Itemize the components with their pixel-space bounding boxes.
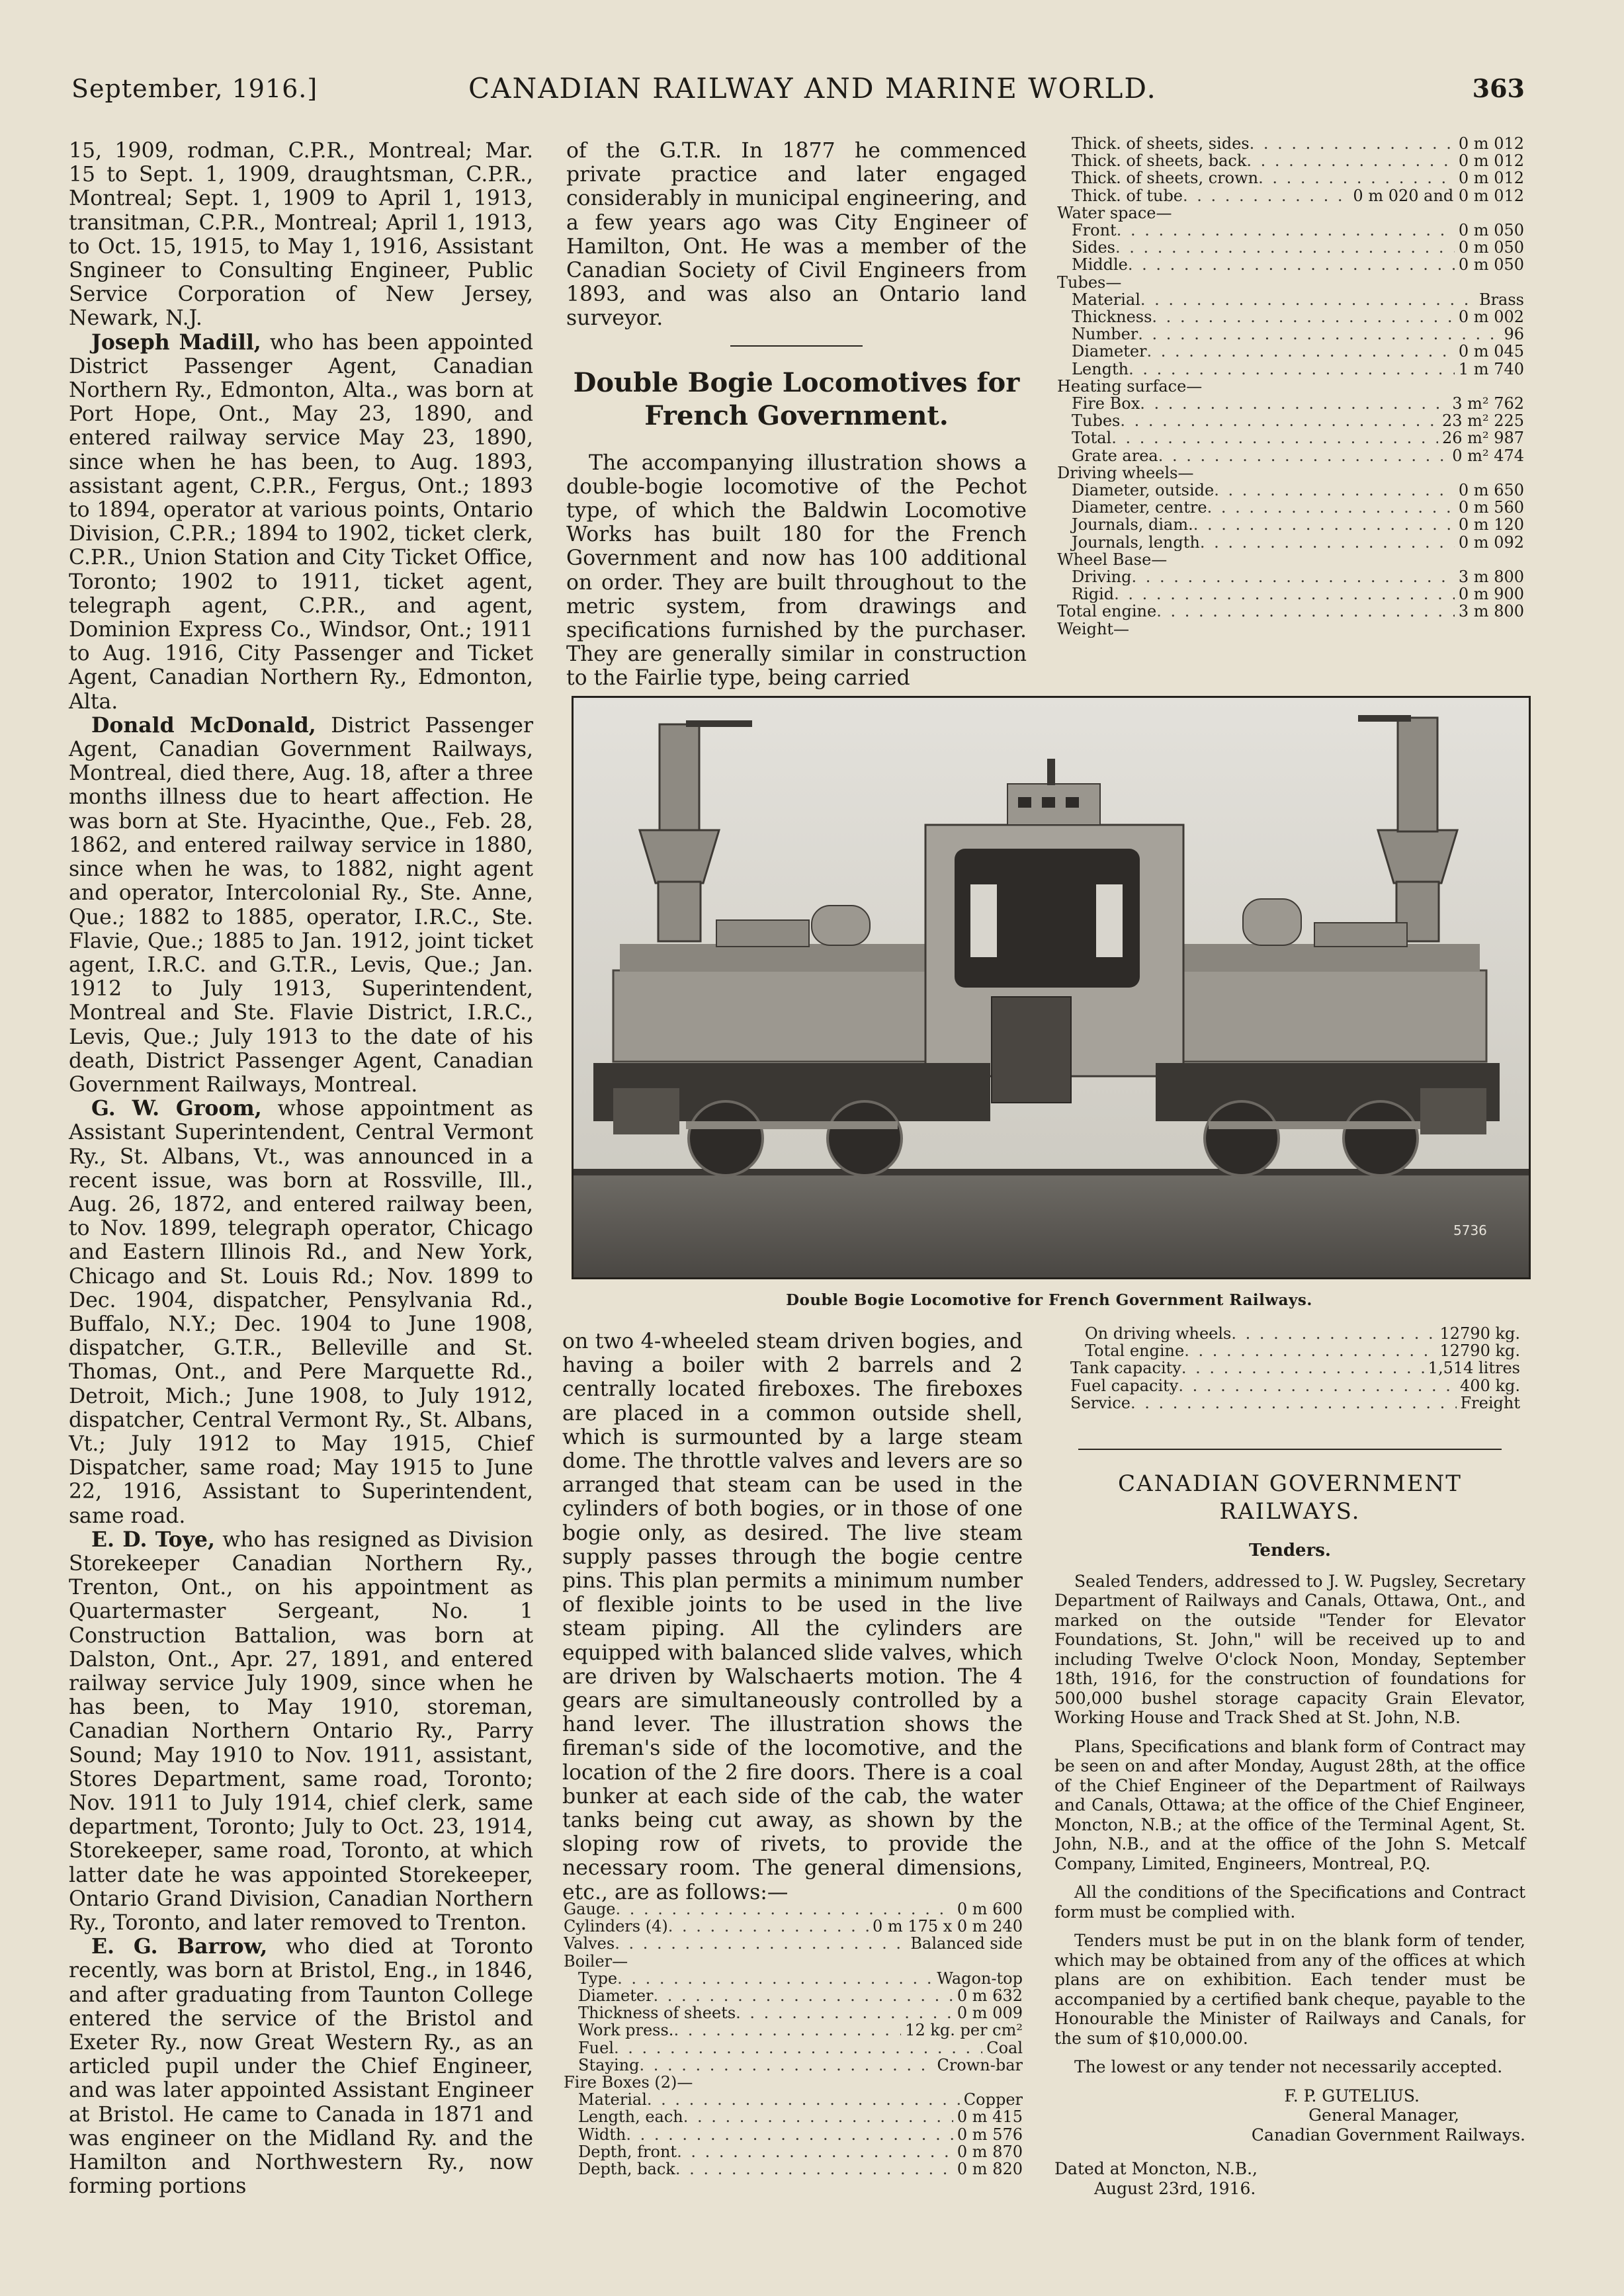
spec-row — [564, 1918, 1023, 1935]
spec-row — [564, 1935, 1023, 1952]
spec-value: 0 m 415 — [957, 2108, 1023, 2126]
spec-value: 0 m 175 x 0 m 240 — [873, 1918, 1023, 1935]
spec-label: Rigid — [1072, 585, 1115, 603]
spec-value: 1,514 litres — [1428, 1359, 1520, 1377]
leader-dots — [1207, 499, 1455, 516]
plate-number: 5736 — [1453, 1222, 1487, 1238]
spec-value: 0 m 045 — [1458, 343, 1524, 361]
spec-label: Tank capacity — [1070, 1359, 1181, 1377]
spec-label: Total — [1072, 429, 1112, 447]
spec-value: 0 m 050 — [1458, 239, 1524, 257]
spec-label: Total engine — [1085, 1342, 1185, 1360]
publication-title: CANADIAN RAILWAY AND MARINE WORLD. — [468, 72, 1157, 105]
dated-line: Dated at Moncton, N.B., — [1054, 2159, 1258, 2178]
paragraph: Plans, Specifications and blank form of Contract may be seen on and after Monday, August 28th, at the office of the Chief Engineer of the Department of Railways and Canals, Ottawa; at the office of the Chief Engineer, Moncton, N.B.; at the office of the Terminal Agent, St. John, N.B., and at the office of the John S. Metcalf Company, Limited, Engineers, Montreal, P.Q. — [1054, 1736, 1525, 1873]
leader-dots — [1111, 429, 1438, 446]
spec-value: Freight — [1460, 1394, 1520, 1412]
spec-row — [1057, 464, 1524, 482]
paragraph: 15, 1909, rodman, C.P.R., Montreal; Mar. 15 to Sept. 1, 1909, draughtsman, C.P.R., Montreal; Sept. 1, 1909 to April 1, 1913, transitman, C.P.R., Montreal; April 1, 1913, to Oct. 15, 1915, to May 1, 1916, Assistant Sngineer to Consulting Engineer, Public Service Corporation of New Jersey, Newark, N.J. — [69, 139, 533, 331]
spec-row — [564, 2021, 1023, 2039]
spec-row — [1057, 239, 1524, 256]
spec-row — [564, 1987, 1023, 2004]
spec-label: Wheel Base— — [1057, 550, 1168, 569]
spec-label: Weight— — [1057, 620, 1130, 638]
leader-dots — [677, 2143, 953, 2160]
leader-dots — [1156, 603, 1455, 620]
spec-row — [564, 1970, 1023, 1987]
spec-value: 3 m 800 — [1458, 568, 1524, 586]
spec-row — [564, 2108, 1023, 2125]
paragraph: The accompanying illustration shows a double-bogie locomotive of the Pechot type, of which the Baldwin Locomotive Works has built 180 for the French Government and now has 100 additional on order. They are built throughout to the metric system, from drawings and specifications furnished by the purchaser. They are generally similar in construction to the Fairlie type, being carried — [566, 450, 1027, 691]
spec-value: 0 m 576 — [957, 2125, 1023, 2143]
spec-row — [1057, 620, 1524, 638]
spec-row — [1057, 429, 1524, 446]
spec-label: Diameter — [578, 1987, 654, 2005]
spec-value: 0 m 012 — [1458, 169, 1524, 187]
spec-label: Thick. of sheets, sides — [1072, 135, 1250, 153]
column-article-body — [562, 1330, 1023, 1904]
dimensions-list — [564, 1900, 1023, 2178]
spec-value: 12790 kg. — [1439, 1342, 1520, 1360]
spec-label: Journals, length — [1072, 533, 1200, 551]
spec-row — [1057, 361, 1524, 378]
paragraph: Tenders must be put in on the blank form of tender, which may be obtained from any of the offices at which plans are on exhibition. Each tender must be accompanied by a certified bank cheque, payable to the Honourable the Minister of Railways and Canals, for the sum of $10,000.00. — [1054, 1931, 1525, 2048]
spec-label: Driving — [1072, 568, 1132, 586]
paragraph: All the conditions of the Specifications and Contract form must be complied with. — [1054, 1883, 1525, 1922]
spec-value: 0 m 632 — [957, 1987, 1023, 2005]
spec-value: 12790 kg. — [1439, 1325, 1520, 1343]
leader-dots — [1183, 187, 1349, 204]
spec-row — [1057, 291, 1524, 308]
spec-label: Fire Box — [1072, 395, 1140, 413]
spec-value: 0 m 012 — [1458, 135, 1524, 153]
spec-row — [1070, 1359, 1520, 1377]
spec-label: Thick. of tube — [1072, 187, 1183, 204]
spec-value: 3 m 800 — [1458, 603, 1524, 620]
spec-row — [1057, 152, 1524, 169]
spec-label: Length, each — [578, 2108, 683, 2126]
spec-value: 0 m 560 — [1458, 499, 1524, 517]
spec-label: On driving wheels — [1085, 1325, 1232, 1343]
spec-value: 0 m 012 — [1458, 152, 1524, 170]
spec-value: 0 m 900 — [1458, 585, 1524, 603]
spec-value: Wagon-top — [937, 1969, 1023, 1988]
spec-label: Heating surface— — [1057, 377, 1203, 396]
spec-label: Depth, back — [578, 2160, 675, 2178]
spec-row — [564, 2004, 1023, 2021]
spec-label: Fire Boxes (2)— — [564, 2074, 693, 2092]
spec-label: Thickness of sheets — [578, 2004, 736, 2022]
spec-value: Coal — [986, 2039, 1023, 2057]
column-article-top — [566, 139, 1027, 691]
spec-row — [1057, 412, 1524, 429]
leader-dots — [1140, 291, 1475, 308]
locomotive-photo — [572, 696, 1531, 1279]
spec-label: Grate area — [1072, 446, 1158, 464]
spec-row — [564, 1900, 1023, 1918]
spec-label: Middle — [1072, 256, 1128, 274]
spec-label: Thickness — [1072, 308, 1152, 326]
spec-row — [1057, 395, 1524, 412]
spec-label: Driving wheels— — [1057, 464, 1194, 482]
spec-row — [1057, 256, 1524, 273]
spec-label: Diameter, outside — [1072, 482, 1215, 499]
date-line: August 23rd, 1916. — [1094, 2178, 1256, 2198]
spec-row — [1057, 516, 1524, 533]
leader-dots — [1120, 412, 1438, 429]
spec-label: Cylinders (4) — [564, 1918, 668, 1935]
spec-row — [564, 2074, 1023, 2091]
notice-title: CANADIAN GOVERNMENT RAILWAYS. — [1118, 1470, 1462, 1525]
paragraph: The lowest or any tender not necessarily accepted. — [1074, 2057, 1503, 2076]
spec-row — [1070, 1377, 1520, 1394]
leader-dots — [1131, 568, 1454, 585]
spec-value: 96 — [1504, 325, 1524, 343]
spec-label: Water space— — [1057, 204, 1172, 222]
paragraph: Donald McDonald, District Passenger Agent, Canadian Government Railways, Montreal, died there, Aug. 18, after a three months illness due to heart affection. He was born at Ste. Hyacinthe, Que., Feb. 28, 1862, and entered railway service in 1880, since when he was, to 1882, night agent and operator, Intercolonial Ry., Ste. Anne, Que.; 1882 to 1885, operator, I.R.C., Ste. Flavie, Que.; 1885 to Jan. 1912, joint ticket agent, I.R.C. and G.T.R., Levis, Que.; Jan. 1912 to July 1913, Superintendent, Montreal and Ste. Flavie District, I.R.C., Levis, Que.; July 1913 to the date of his death, District Passenger Agent, Canadian Government Railways, Montreal. — [69, 712, 533, 1097]
spec-value: Balanced side — [910, 1935, 1023, 1953]
leader-dots — [668, 1918, 869, 1935]
paragraph: E. D. Toye, who has resigned as Division Storekeeper Canadian Northern Ry., Trenton, Ont., on his appointment as Quartermaster Sergeant, No. 1 Construction Battalion, was born at Dalston, Ont., Apr. 27, 1891, and entered railway service July 1909, since when he has been, to May 1910, storeman, Canadian Northern Ontario Ry., Parry Sound; May 1910 to Nov. 1911, assistant, Stores Department, same road, Toronto; Nov. 1911 to July 1914, chief clerk, same department, Toronto; July to Oct. 23, 1914, Storekeeper, same road, Toronto, at which latter date he was appointed Storekeeper, Ontario Grand Division, Canadian Northern Ry., Toronto, and later removed to Trenton. — [69, 1527, 533, 1935]
spec-value: 0 m 870 — [957, 2143, 1023, 2161]
spec-label: Material — [578, 2091, 647, 2109]
signer-title: General Manager, — [1308, 2105, 1459, 2125]
leader-dots — [639, 2057, 933, 2074]
spec-row — [1057, 499, 1524, 516]
spec-value: Crown-bar — [937, 2056, 1023, 2074]
spec-label: Material — [1072, 290, 1140, 309]
issue-date: September, 1916.] — [71, 74, 318, 103]
figure-caption: Double Bogie Locomotive for French Government Railways. — [786, 1291, 1312, 1309]
spec-row — [564, 1953, 1023, 1970]
paragraph: Sealed Tenders, addressed to J. W. Pugsley, Secretary Department of Railways and Canals, Ottawa, Ont., and marked on the outside "Tender for Elevator Foundations, St. John," will be received up to and including Twelve O'clock Noon, Monday, September 18th, 1916, for the construction of foundations for 500,000 bushel storage capacity Grain Elevator, Working House and Track Shed at St. John, N.B. — [1054, 1571, 1525, 1727]
leader-dots — [1152, 308, 1454, 325]
spec-label: Number — [1072, 325, 1138, 343]
leader-dots — [1200, 534, 1455, 551]
spec-row — [1070, 1342, 1520, 1359]
spec-row — [1057, 308, 1524, 325]
leader-dots — [647, 2091, 960, 2108]
spec-label: Service — [1070, 1394, 1131, 1412]
leader-dots — [1138, 325, 1500, 343]
leader-dots — [673, 2021, 901, 2039]
spec-value: 0 m 002 — [1458, 308, 1524, 326]
leader-dots — [1181, 1359, 1424, 1377]
leader-dots — [1214, 482, 1455, 499]
spec-label: Tubes— — [1057, 273, 1122, 291]
leader-dots — [1184, 1342, 1435, 1359]
leader-dots — [615, 1935, 906, 1952]
signer-org: Canadian Government Railways. — [1251, 2125, 1525, 2145]
spec-value: Brass — [1478, 290, 1524, 309]
spec-label: Front — [1072, 222, 1117, 239]
spec-label: Gauge — [564, 1900, 616, 1918]
spec-label: Fuel — [578, 2039, 614, 2057]
leader-dots — [1231, 1325, 1435, 1342]
spec-row — [564, 2039, 1023, 2057]
divider — [730, 345, 863, 347]
leader-dots — [1128, 256, 1455, 273]
spec-row — [564, 2091, 1023, 2108]
spec-row — [1057, 378, 1524, 395]
leader-dots — [683, 2108, 953, 2125]
spec-row — [1057, 534, 1524, 551]
spec-row — [1057, 204, 1524, 222]
spec-row — [1057, 169, 1524, 187]
spec-row — [1057, 585, 1524, 603]
signer-name: F. P. GUTELIUS. — [1284, 2086, 1420, 2105]
spec-value: 400 kg. — [1460, 1377, 1520, 1394]
spec-row — [1070, 1325, 1520, 1342]
spec-label: Fuel capacity — [1070, 1377, 1179, 1394]
leader-dots — [736, 2004, 953, 2021]
spec-label: Tubes — [1072, 412, 1121, 430]
spec-value: 0 m 650 — [1458, 482, 1524, 499]
notice-subtitle: Tenders. — [1249, 1541, 1331, 1560]
spec-label: Journals, diam. — [1072, 516, 1193, 534]
divider — [1078, 1449, 1502, 1450]
spec-value: 0 m 600 — [957, 1900, 1023, 1918]
leader-dots — [1129, 361, 1455, 378]
paragraph: E. G. Barrow, who died at Toronto recently, was born at Bristol, Eng., in 1846, and after graduating from Taunton College entered the service of the Bristol and Exeter Ry., now Great Western Ry., as an articled pupil under the Chief Engineer, and was later appointed Assistant Engineer at Bristol. He came to Canada in 1871 and was engineer on the Midland Ry. and the Hamilton and Northwestern Ry., now forming portions — [69, 1934, 533, 2199]
spec-value: 0 m 820 — [957, 2160, 1023, 2178]
spec-value: 0 m 092 — [1458, 533, 1524, 551]
spec-row — [564, 2143, 1023, 2160]
spec-value: 0 m 120 — [1458, 516, 1524, 534]
spec-row — [1057, 447, 1524, 464]
spec-label: Diameter, centre — [1072, 499, 1207, 517]
spec-label: Staying — [578, 2056, 640, 2074]
leader-dots — [1250, 135, 1455, 152]
leader-dots — [1114, 585, 1455, 603]
leader-dots — [614, 2039, 982, 2057]
spec-label: Depth, front — [578, 2143, 677, 2161]
leader-dots — [654, 1987, 953, 2004]
spec-row — [1057, 568, 1524, 585]
spec-row — [1057, 482, 1524, 499]
leader-dots — [1140, 395, 1448, 412]
paragraph: G. W. Groom, whose appointment as Assistant Superintendent, Central Vermont Ry., St. Albans, Vt., was announced in a recent issue, was born at Rossville, Ill., Aug. 26, 1872, and entered railway been, to Nov. 1899, telegraph operator, Chicago and Eastern Illinois Rd., and New York, Chicago and St. Louis Rd.; Nov. 1899 to Dec. 1904, dispatcher, Pensylvania Rd., Buffalo, N.Y.; Dec. 1904 to June 1908, dispatcher, G.T.R., Belleville and St. Thomas, Ont., and Pere Marquette Rd., Detroit, Mich.; June 1908, to July 1912, dispatcher, Central Vermont Ry., St. Albans, Vt.; July 1912 to May 1915, Chief Dispatcher, same road; May 1915 to June 22, 1916, Assistant to Superintendent, same road. — [69, 1096, 533, 1528]
spec-row — [1057, 551, 1524, 568]
spec-row — [1057, 325, 1524, 343]
spec-row — [1057, 135, 1524, 152]
spec-label: Length — [1072, 360, 1129, 378]
spec-value: 0 m 050 — [1458, 222, 1524, 239]
dimensions-list-continued — [1057, 135, 1524, 638]
leader-dots — [1158, 447, 1449, 464]
spec-value: 0 m² 474 — [1452, 446, 1524, 464]
spec-label: Diameter — [1072, 343, 1147, 361]
spec-value: 23 m² 225 — [1442, 412, 1524, 430]
leader-dots — [616, 1900, 953, 1918]
spec-row — [564, 2126, 1023, 2143]
spec-row — [1057, 603, 1524, 620]
leader-dots — [626, 2126, 953, 2143]
leader-dots — [1147, 343, 1455, 360]
leader-dots — [1115, 239, 1455, 256]
leader-dots — [1258, 169, 1455, 187]
leader-dots — [1131, 1394, 1457, 1412]
spec-value: Copper — [963, 2091, 1023, 2109]
spec-row — [564, 2160, 1023, 2178]
tender-notice — [1054, 1449, 1525, 2198]
spec-value: 3 m² 762 — [1452, 395, 1524, 413]
spec-row — [564, 2057, 1023, 2074]
leader-dots — [1246, 152, 1455, 169]
spec-label: Type — [578, 1969, 618, 1988]
spec-value: 0 m 020 and 0 m 012 — [1353, 187, 1524, 204]
spec-value: 0 m 050 — [1458, 256, 1524, 274]
page-number: 363 — [1472, 73, 1525, 103]
spec-row — [1057, 187, 1524, 204]
dimensions-list-weights — [1070, 1325, 1520, 1412]
spec-label: Thick. of sheets, crown — [1072, 169, 1259, 187]
spec-value: 1 m 740 — [1458, 360, 1524, 378]
leader-dots — [1193, 516, 1455, 533]
leader-dots — [675, 2160, 953, 2178]
spec-row — [1057, 222, 1524, 239]
paragraph: on two 4-wheeled steam driven bogies, and having a boiler with 2 barrels and 2 centrally located fireboxes. The fireboxes are placed in a common outside shell, which is surmounted by a large steam dome. The throttle valves and levers are so arranged that steam can be used in the cylinders of both bogies, or in those of one bogie only, as desired. The live steam supply passes through the bogie centre pins. This plan permits a minimum number of flexible joints to be used in the live steam piping. All the cylinders are equipped with balanced slide valves, which are driven by Walschaerts motion. The 4 gears are simultaneously controlled by a hand lever. The illustration shows the fireman's side of the locomotive, and the location of the 2 fire doors. There is a coal bunker at each side of the cab, the water tanks being cut away, as shown by the sloping row of rivets, to provide the necessary room. The general dimensions, etc., are as follows:— — [562, 1330, 1023, 1904]
leader-dots — [1117, 222, 1455, 239]
paragraph: Joseph Madill, who has been appointed District Passenger Agent, Canadian Northern Ry., Edmonton, Alta., was born at Port Hope, Ont., May 23, 1890, and entered railway service May 23, 1890, since when he has been, to Aug. 1893, assistant agent, C.P.R., Fergus, Ont.; 1893 to 1894, operator at various points, Ontario Division, C.P.R.; 1894 to 1902, ticket clerk, C.P.R., Union Station and City Ticket Office, Toronto; 1902 to 1911, ticket agent, telegraph agent, C.P.R., and agent, Dominion Express Co., Windsor, Ont.; 1911 to Aug. 1916, City Passenger and Ticket Agent, Canadian Northern Ry., Edmonton, Alta. — [69, 329, 533, 714]
spec-row — [1057, 274, 1524, 291]
paragraph: of the G.T.R. In 1877 he commenced private practice and later engaged considerably in municipal engineering, and a few years ago was City Engineer of Hamilton, Ont. He was a member of the Canadian Society of Civil Engineers from 1893, and was also an Ontario land surveyor. — [566, 139, 1027, 331]
spec-label: Thick. of sheets, back — [1072, 152, 1247, 170]
spec-label: Total engine — [1057, 603, 1157, 620]
column-personnel-notes — [69, 139, 533, 2198]
spec-row — [1057, 343, 1524, 360]
spec-label: Work press. — [578, 2021, 674, 2039]
spec-row — [1070, 1394, 1520, 1412]
spec-value: 0 m 009 — [957, 2004, 1023, 2022]
leader-dots — [1178, 1377, 1456, 1394]
spec-label: Valves — [564, 1935, 615, 1953]
spec-value: 26 m² 987 — [1442, 429, 1524, 447]
spec-label: Boiler— — [564, 1952, 628, 1970]
leader-dots — [617, 1970, 933, 1987]
spec-label: Sides — [1072, 239, 1115, 257]
spec-value: 12 kg. per cm² — [905, 2021, 1023, 2039]
article-title: Double Bogie Locomotives for French Government. — [573, 366, 1020, 431]
spec-label: Width — [578, 2125, 626, 2143]
